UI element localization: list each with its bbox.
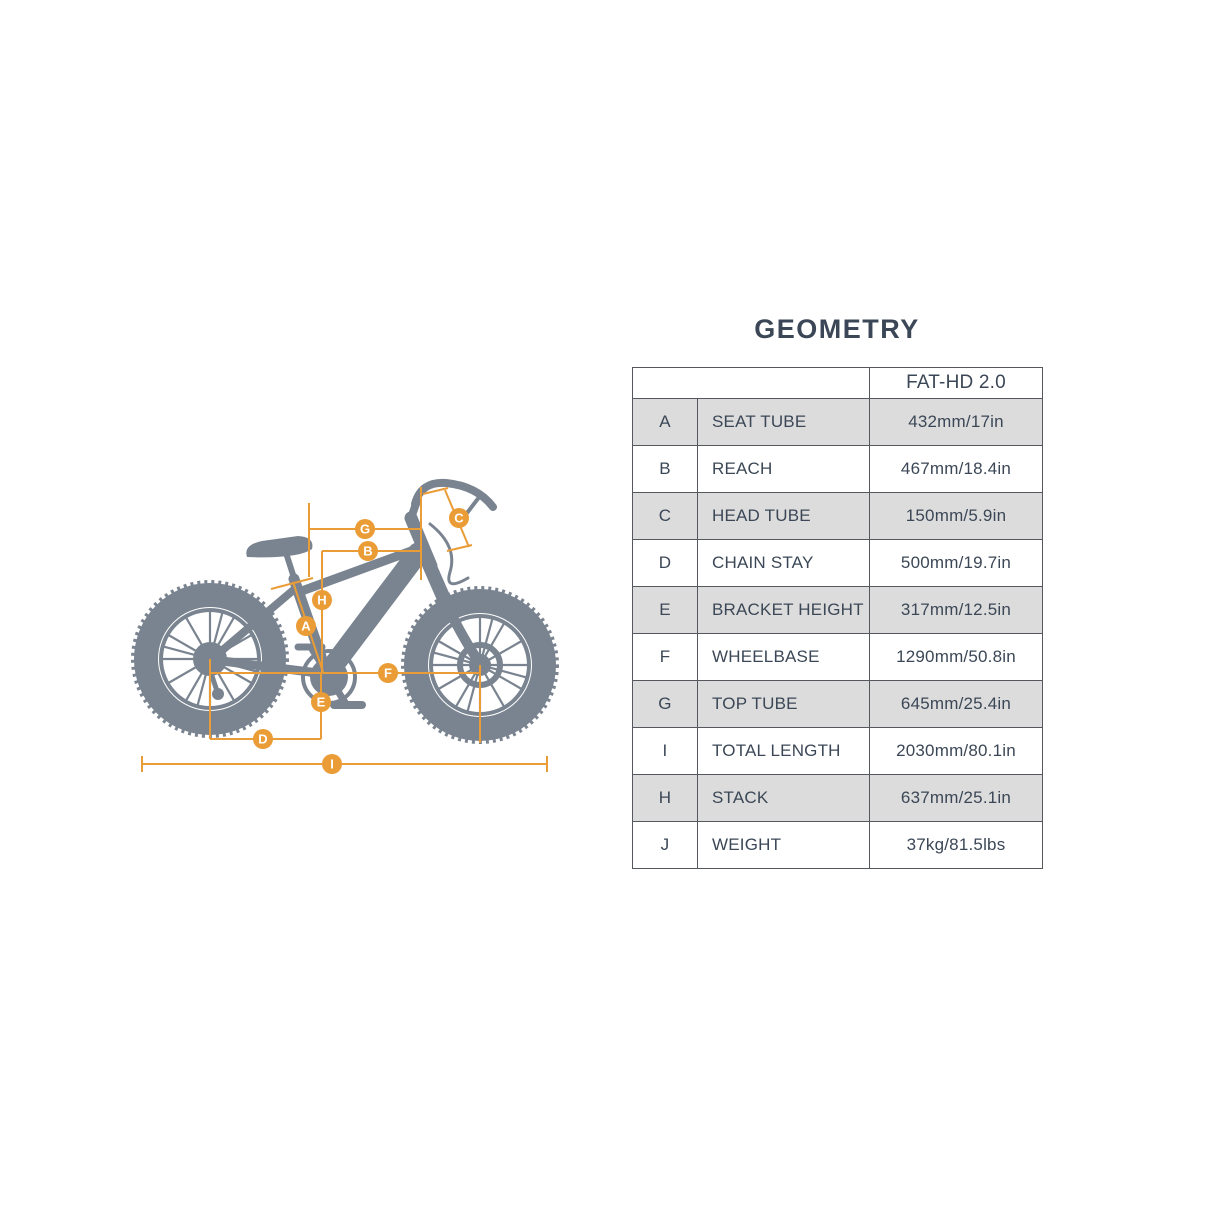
table-row	[633, 822, 1043, 869]
row-value: 467mm/18.4in	[870, 446, 1043, 493]
marker-d-letter: D	[258, 731, 268, 747]
row-label: TOTAL LENGTH	[698, 728, 870, 775]
row-letter: B	[633, 446, 698, 493]
marker-e-letter: E	[316, 694, 326, 710]
table-row	[633, 399, 1043, 446]
table-row	[633, 587, 1043, 634]
row-value: 150mm/5.9in	[870, 493, 1043, 540]
header-empty-cell	[633, 368, 870, 399]
marker-B	[358, 541, 378, 561]
marker-C	[449, 508, 469, 528]
marker-H	[312, 590, 332, 610]
marker-G	[355, 519, 375, 539]
row-value: 637mm/25.1in	[870, 775, 1043, 822]
bike-silhouette	[133, 483, 557, 742]
row-letter: C	[633, 493, 698, 540]
table-row	[633, 775, 1043, 822]
row-letter: F	[633, 634, 698, 681]
marker-D	[253, 729, 273, 749]
geometry-table	[632, 367, 1043, 869]
marker-h-letter: H	[317, 592, 327, 608]
marker-E	[311, 692, 331, 712]
marker-F	[378, 663, 398, 683]
table-row	[633, 634, 1043, 681]
row-label: TOP TUBE	[698, 681, 870, 728]
marker-i-letter: I	[330, 756, 334, 772]
row-letter: D	[633, 540, 698, 587]
row-label: HEAD TUBE	[698, 493, 870, 540]
saddle-icon	[246, 536, 312, 557]
table-row	[633, 728, 1043, 775]
row-label: BRACKET HEIGHT	[698, 587, 870, 634]
row-value: 37kg/81.5lbs	[870, 822, 1043, 869]
model-header-cell: FAT-HD 2.0	[870, 368, 1043, 399]
seat-post	[287, 556, 296, 584]
row-letter: A	[633, 399, 698, 446]
marker-g-letter: G	[359, 521, 371, 537]
row-letter: I	[633, 728, 698, 775]
row-letter: J	[633, 822, 698, 869]
marker-b-letter: B	[363, 543, 373, 559]
row-label: REACH	[698, 446, 870, 493]
table-row	[633, 681, 1043, 728]
row-label: WHEELBASE	[698, 634, 870, 681]
row-value: 317mm/12.5in	[870, 587, 1043, 634]
page-title: GEOMETRY	[754, 314, 920, 344]
marker-I	[322, 754, 342, 774]
table-row	[633, 446, 1043, 493]
marker-c-letter: C	[454, 510, 464, 526]
derailleur-pulley-icon	[212, 688, 224, 700]
row-label: SEAT TUBE	[698, 399, 870, 446]
marker-a-letter: A	[301, 618, 311, 634]
row-value: 1290mm/50.8in	[870, 634, 1043, 681]
row-letter: H	[633, 775, 698, 822]
bike-geometry-diagram	[130, 460, 570, 790]
table-row	[633, 493, 1043, 540]
row-value: 2030mm/80.1in	[870, 728, 1043, 775]
row-letter: G	[633, 681, 698, 728]
table-row	[633, 540, 1043, 587]
row-value: 645mm/25.4in	[870, 681, 1043, 728]
marker-f-letter: F	[384, 665, 392, 681]
brake-lever-icon	[467, 496, 480, 513]
row-label: WEIGHT	[698, 822, 870, 869]
row-letter: E	[633, 587, 698, 634]
row-label: CHAIN STAY	[698, 540, 870, 587]
row-label: STACK	[698, 775, 870, 822]
table-header-row	[633, 368, 1043, 399]
row-value: 500mm/19.7in	[870, 540, 1043, 587]
marker-A	[296, 616, 316, 636]
row-value: 432mm/17in	[870, 399, 1043, 446]
